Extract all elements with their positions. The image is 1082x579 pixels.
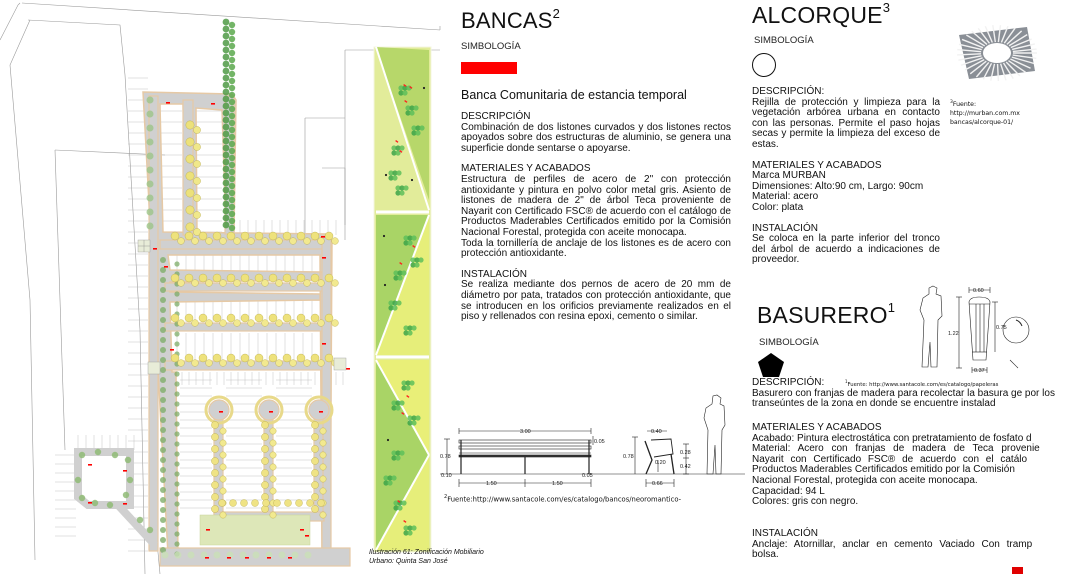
bancas-source — [444, 493, 681, 504]
basurero-descripcion-text: Basurero con franjas de madera para recolectar la basura ge por los transeúntes de la zona en donde se encuentre instalad — [752, 387, 1055, 410]
alcorque-instalacion-text: Se coloca en la parte inferior del tronco del árbol de acuerdo a indicaciones de proveedor. — [752, 233, 940, 266]
basurero-materiales-line: Capacidad: 94 L — [752, 485, 825, 497]
red-corner-marker — [1012, 567, 1023, 574]
dim-side-height: 0.78 — [623, 454, 634, 460]
plan-caption — [369, 548, 539, 566]
basurero-simbologia-label: SIMBOLOGÍA — [759, 337, 819, 348]
human-silhouette-icon — [920, 286, 942, 367]
alcorque-symbol-circle — [752, 53, 776, 77]
dim-half-left: 1.50 — [486, 481, 497, 487]
basurero-materiales-line: Nayarit con Certificado FSC® de acuerdo con el catálo — [752, 453, 1028, 465]
basurero-section — [757, 302, 907, 378]
bancas-simbologia-label: SIMBOLOGÍA — [461, 41, 521, 52]
human-silhouette-icon — [704, 395, 725, 474]
park-green — [200, 515, 310, 545]
basurero-title — [757, 302, 907, 329]
dim-side-inner: 0.20 — [655, 460, 666, 466]
caption-line-1: Ilustración 61: Zonificación Mobiliario — [369, 549, 484, 556]
dim-length-total: 3.00 — [520, 429, 531, 435]
alcorque-section — [752, 2, 940, 266]
alcorque-descripcion-title: DESCRIPCIÓN: — [752, 86, 825, 97]
dim-leg: 0.05 — [582, 473, 593, 479]
basurero-materiales-title: MATERIALES Y ACABADOS — [752, 422, 882, 433]
dim-side-depth: 0.66 — [652, 481, 663, 487]
alcorque-instalacion — [752, 224, 940, 266]
basurero-descripcion-title: DESCRIPCIÓN: — [752, 377, 825, 388]
basurero-drawing — [912, 282, 1023, 377]
dim-seat-top: 0.05 — [594, 439, 605, 445]
alcorque-source-url[interactable]: http://murban.com.mx — [950, 110, 1020, 118]
dim-side-top: 0.40 — [651, 429, 662, 435]
alcorque-materiales-title: MATERIALES Y ACABADOS — [752, 159, 882, 171]
bancas-descripcion-text: Combinación de dos listones curvados y dos listones rectos apoyados sobre dos estructuras de aluminio, se genera una superficie donde sentarse o apoyarse. — [461, 121, 731, 154]
bancas-descripcion-title: DESCRIPCIÓN — [461, 111, 531, 122]
bancas-source-sup: 2 — [444, 494, 448, 500]
bancas-materiales-title: MATERIALES Y ACABADOS — [461, 163, 591, 175]
site-plan — [0, 0, 440, 574]
alcorque-source — [950, 98, 1023, 127]
alcorque-instalacion-title: INSTALACIÓN — [752, 222, 818, 234]
bancas-materiales — [461, 164, 731, 259]
dim-width-base: 0.37 — [974, 368, 985, 374]
bancas-subtitle: Banca Comunitaria de estancia temporal — [461, 88, 687, 102]
dim-height: 0.78 — [440, 454, 451, 460]
site-plan-drawing — [0, 0, 440, 574]
alcorque-materiales-line: Material: acero — [752, 191, 819, 203]
basurero-source — [845, 377, 1023, 390]
tree-grate-icon — [955, 27, 1035, 79]
bancas-instalacion-title: INSTALACIÓN — [461, 268, 527, 280]
basurero-symbol-pentagon-icon — [757, 352, 785, 378]
basurero-source-sup: 1 — [845, 379, 848, 384]
bancas-descripcion — [461, 112, 731, 154]
alcorque-source-sup: 3 — [950, 100, 953, 105]
bancas-title-sup: 2 — [552, 6, 561, 21]
basurero-source-url[interactable]: Fuente: http://www.santacole.com/es/catalogo/papeleras — [847, 381, 999, 388]
bancas-materiales-text2: Toda la tornillería de anclaje de los listones es de acero con protección antioxidante. — [461, 237, 731, 260]
caption-line-2: Urbano: Quinta San José — [369, 558, 448, 565]
basurero-instalacion-title: INSTALACIÓN — [752, 528, 818, 539]
alcorque-materiales-line: Color: plata — [752, 201, 804, 213]
basurero-instalacion-line: Anclaje: Atornillar, anclar en cemento Vaciado Con tramp — [752, 538, 1033, 550]
dim-width-top: 0.60 — [973, 288, 984, 294]
basurero-materiales-line: Acabado: Pintura electrostática con pretratamiento de fosfato d — [752, 432, 1032, 444]
basurero-materiales-line: Nacional Forestal, protegida con aceite monocapa. — [752, 474, 978, 486]
bancas-symbol-red-bar — [461, 62, 517, 74]
bench-elevation-svg — [440, 390, 745, 490]
basurero-title-text: BASURERO — [757, 302, 888, 328]
alcorque-descripcion — [752, 87, 940, 151]
bancas-title — [461, 8, 731, 34]
alcorque-source-url-path[interactable]: bancas/alcorque-01/ — [950, 119, 1014, 127]
dim-side-seat: 0.42 — [680, 464, 691, 470]
basurero-materiales — [752, 422, 1040, 508]
dim-side-back: 0.28 — [680, 450, 691, 456]
basurero-materiales-line: Productos Maderables Certificados emitido por la Comisión — [752, 464, 1015, 476]
bancas-materiales-text: Estructura de perfiles de acero de 2" con protección antioxidante y pintura en polvo color metal gris. Asiento de listones de madera de 2" de árbol Teca proveniente de Nayarit con Certificado FSC® de acuerdo con el catálogo de Productos Maderables Certificados emitido por la Comisión Nacional Forestal, protegida con aceite monocapa. — [461, 173, 731, 238]
alcorque-materiales-line: Marca MURBAN — [752, 170, 826, 182]
alcorque-grate-image — [955, 27, 1023, 79]
bancas-instalacion-text: Se realiza mediante dos pernos de acero de 20 mm de diámetro por pata, tratados con protección antioxidante, que se introducen en los orificios previamente realizados en el piso y rellenados con resina epoxi, cemento o similar. — [461, 279, 731, 323]
basurero-instalacion — [752, 528, 1033, 561]
dim-half-right: 1.50 — [552, 481, 563, 487]
basurero-instalacion-line: bolsa. — [752, 549, 779, 561]
bancas-title-text: BANCAS — [461, 8, 553, 33]
bancas-source-url[interactable]: Fuente:http://www.santacole.com/es/catalogo/bancos/neoromantico- — [447, 495, 682, 504]
basurero-materiales-line: Material: Acero con franjas de madera de Teca provenie — [752, 443, 1040, 455]
bancas-section — [461, 8, 731, 323]
basurero-elevation-svg — [912, 282, 1023, 377]
alcorque-source-label: Fuente: — [952, 101, 977, 109]
dim-height-body: 0.75 — [996, 325, 1007, 331]
alcorque-title-text: ALCORQUE — [752, 2, 883, 28]
dim-height-total: 1.22 — [948, 331, 959, 337]
alcorque-materiales — [752, 161, 940, 214]
basurero-materiales-line: Colores: gris con negro. — [752, 496, 859, 508]
bancas-instalacion — [461, 270, 731, 323]
alcorque-simbologia-label: SIMBOLOGÍA — [754, 35, 814, 46]
alcorque-title-sup: 3 — [882, 0, 891, 15]
alcorque-title — [752, 2, 940, 29]
basurero-title-sup: 1 — [887, 300, 896, 315]
bench-drawing — [440, 390, 745, 490]
alcorque-descripcion-text: Rejilla de protección y limpieza para la vegetación arbórea urbana en contacto con las personas. Permite el paso hojas secas y permite la limpieza del exceso de estas. — [752, 96, 940, 150]
alcorque-materiales-line: Dimensiones: Alto:90 cm, Largo: 90cm — [752, 180, 924, 192]
linear-park — [374, 47, 431, 552]
dim-base: 0.10 — [441, 473, 452, 479]
